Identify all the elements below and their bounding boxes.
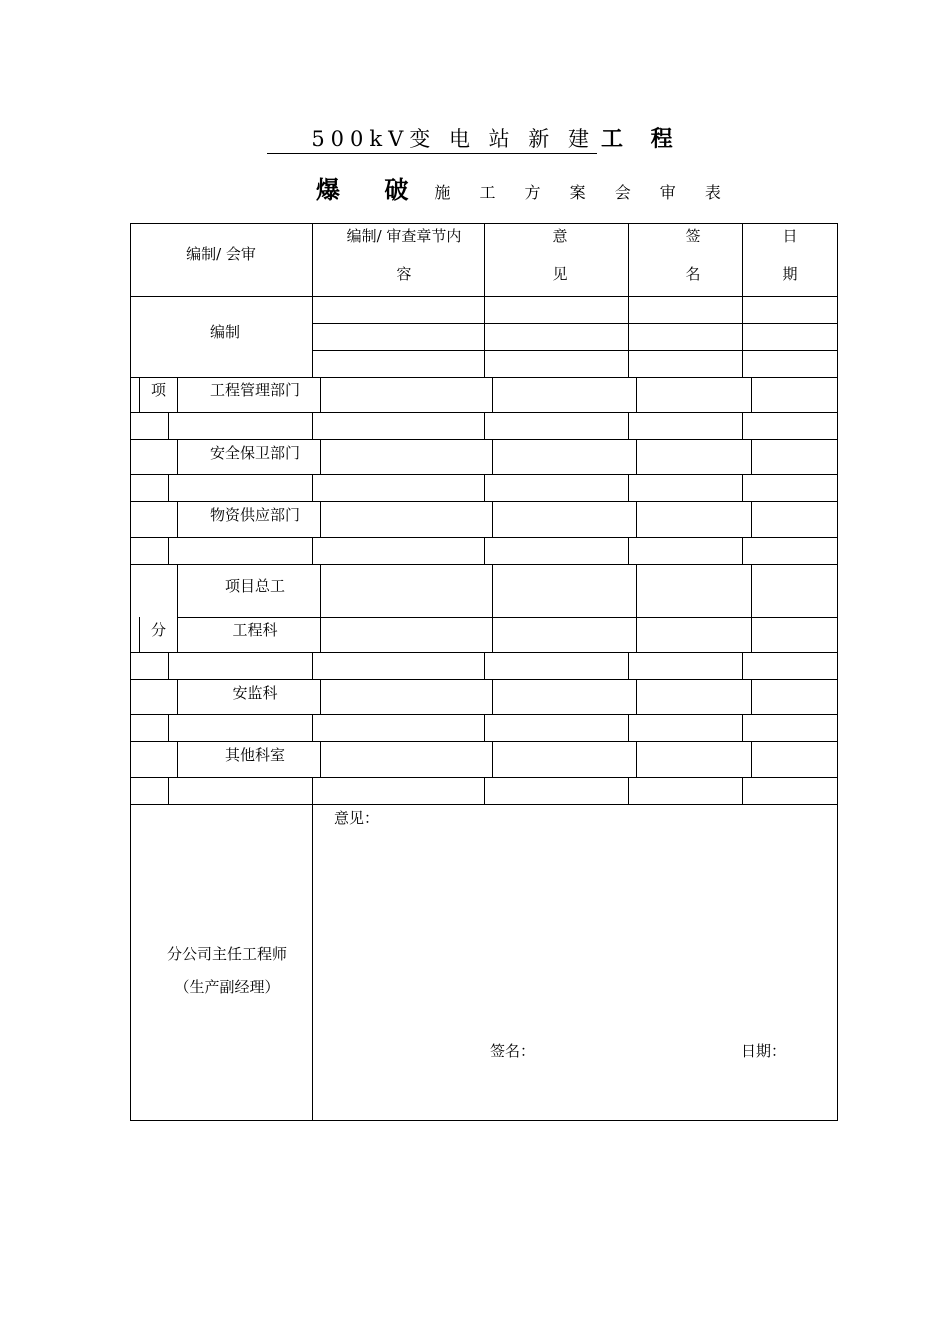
dept-engineering-section: 工程科 <box>232 621 278 639</box>
section-xiang: 项 <box>150 381 166 399</box>
section-fen: 分 <box>150 621 166 639</box>
header-compile-review: 编制/ 会审 <box>186 245 256 263</box>
title-project-name: 500kV变 电 站 新 建 <box>267 123 597 154</box>
role-chief-engineer: 分公司主任工程师 <box>166 945 287 963</box>
dept-chief-engineer: 项目总工 <box>224 577 285 595</box>
header-opinion-line2: 见 <box>552 265 568 283</box>
header-content-line2: 容 <box>396 265 412 283</box>
dept-engineering-management: 工程管理部门 <box>209 381 300 399</box>
dept-material-supply: 物资供应部门 <box>209 506 300 524</box>
dept-safety-supervision: 安监科 <box>232 684 278 702</box>
header-signature-line1: 签 <box>685 227 701 245</box>
header-content-line1: 编制/ 审查章节内 <box>346 227 462 245</box>
header-date-line2: 期 <box>782 265 798 283</box>
dept-other-offices: 其他科室 <box>224 746 285 764</box>
title-blasting: 爆 破 <box>316 175 427 204</box>
document-title-line1 <box>0 122 950 154</box>
signature-label: 签名： <box>490 1042 536 1060</box>
role-deputy-manager: （生产副经理） <box>174 978 280 996</box>
document-title-line2 <box>316 170 733 205</box>
header-signature-line2: 名 <box>685 265 701 283</box>
section-compile: 编制 <box>209 323 240 341</box>
date-label: 日期： <box>741 1042 787 1060</box>
opinion-label: 意见： <box>334 809 380 827</box>
title-review-form: 施 工 方 案 会 审 表 <box>434 183 733 202</box>
header-opinion-line1: 意 <box>552 227 568 245</box>
header-date-line1: 日 <box>782 227 798 245</box>
title-project-suffix: 工 程 <box>601 126 683 152</box>
dept-safety-security: 安全保卫部门 <box>209 444 300 462</box>
